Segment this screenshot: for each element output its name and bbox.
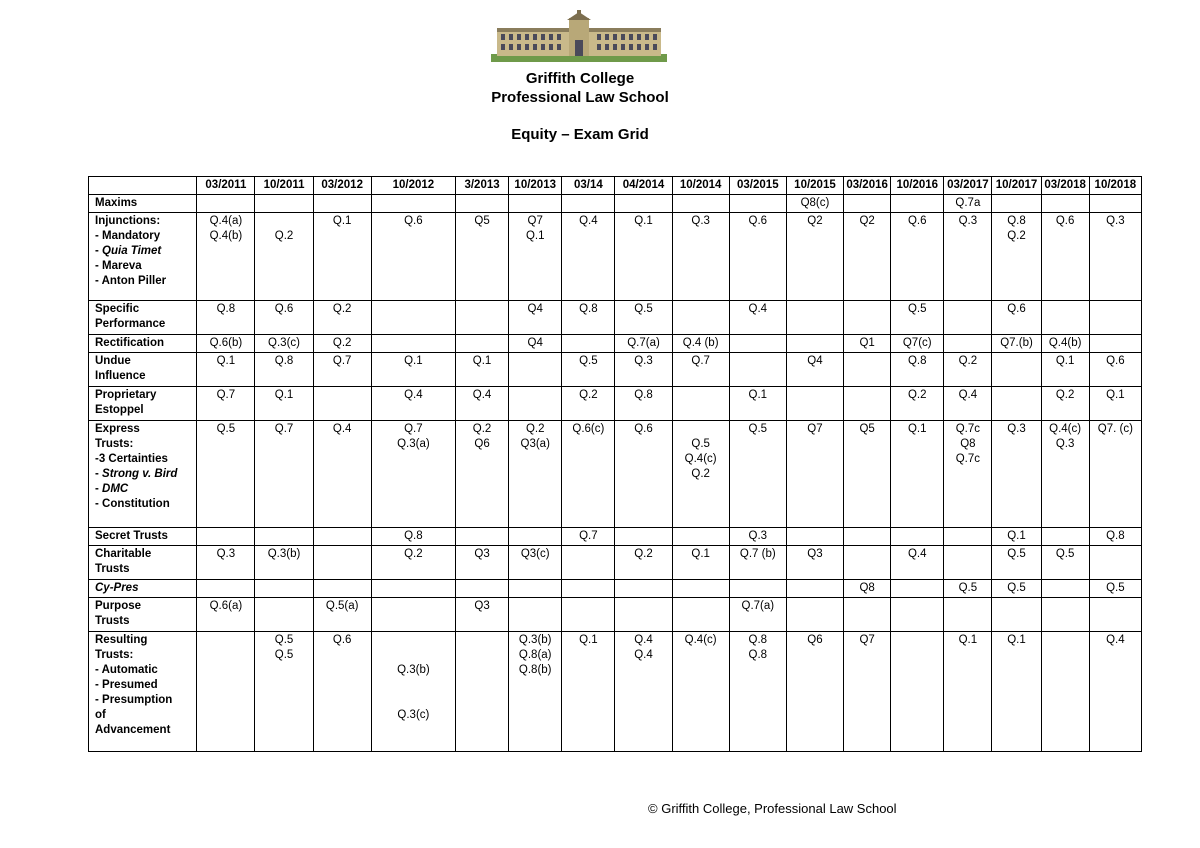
question-cell (944, 301, 992, 335)
question-cell: Q.7a (944, 195, 992, 213)
question-cell: Q.6 (1041, 213, 1089, 301)
question-cell (615, 580, 672, 598)
question-cell: Q.5 (729, 421, 786, 528)
exam-date-column-header: 03/2011 (197, 177, 255, 195)
question-cell (371, 598, 455, 632)
question-cell: Q.2 (891, 387, 944, 421)
question-cell (1089, 195, 1141, 213)
question-cell: Q3 (786, 546, 843, 580)
question-cell: Q.6 (891, 213, 944, 301)
copyright-symbol: © (648, 801, 658, 816)
exam-date-column-header: 03/2012 (313, 177, 371, 195)
question-cell (891, 632, 944, 752)
question-cell: Q.4 (944, 387, 992, 421)
college-building-logo-icon (489, 10, 669, 64)
question-cell (615, 598, 672, 632)
question-cell: Q.1 (891, 421, 944, 528)
question-cell: Q.4 (729, 301, 786, 335)
question-cell: Q4 (509, 335, 562, 353)
question-cell: Q.7 (255, 421, 313, 528)
question-cell (992, 598, 1041, 632)
question-cell: Q.5 (1041, 546, 1089, 580)
question-cell: Q.8 Q.8 (729, 632, 786, 752)
question-cell: Q.5 Q.4(c) Q.2 (672, 421, 729, 528)
question-cell: Q.7c Q8 Q.7c (944, 421, 992, 528)
table-row (89, 387, 1142, 421)
question-cell (992, 387, 1041, 421)
question-cell: Q.8 (562, 301, 615, 335)
question-cell: Q.2 (371, 546, 455, 580)
question-cell (992, 195, 1041, 213)
question-cell (371, 301, 455, 335)
question-cell: Q.4 (891, 546, 944, 580)
question-cell: Q.1 (1041, 353, 1089, 387)
question-cell: Q.1 (615, 213, 672, 301)
question-cell (456, 301, 509, 335)
topic-label: Maxims (89, 195, 197, 213)
question-cell (672, 387, 729, 421)
table-row (89, 632, 1142, 752)
question-cell: Q.4(b) (1041, 335, 1089, 353)
question-cell: Q.2 (615, 546, 672, 580)
question-cell (509, 528, 562, 546)
question-cell: Q7.(b) (992, 335, 1041, 353)
topic-column-header (89, 177, 197, 195)
question-cell (672, 580, 729, 598)
question-cell: Q.3 (1089, 213, 1141, 301)
question-cell (509, 353, 562, 387)
topic-label: Rectification (89, 335, 197, 353)
exam-date-column-header: 03/2015 (729, 177, 786, 195)
question-cell: Q.7 (672, 353, 729, 387)
question-cell (944, 546, 992, 580)
question-cell: Q7 (844, 632, 891, 752)
question-cell: Q.6(c) (562, 421, 615, 528)
question-cell: Q.8 (255, 353, 313, 387)
question-cell: Q2 (844, 213, 891, 301)
question-cell (944, 528, 992, 546)
copyright-footer (648, 801, 897, 816)
question-cell: Q.6 (729, 213, 786, 301)
question-cell: Q.1 (729, 387, 786, 421)
topic-label: Purpose Trusts (89, 598, 197, 632)
question-cell (1089, 301, 1141, 335)
question-cell: Q7. (c) (1089, 421, 1141, 528)
question-cell: Q.1 (255, 387, 313, 421)
question-cell (786, 528, 843, 546)
topic-label: Secret Trusts (89, 528, 197, 546)
question-cell (1041, 195, 1089, 213)
question-cell (562, 195, 615, 213)
question-cell: Q.1 (1089, 387, 1141, 421)
question-cell (844, 598, 891, 632)
question-cell: Q7 (786, 421, 843, 528)
question-cell (672, 528, 729, 546)
question-cell (371, 580, 455, 598)
question-cell (313, 546, 371, 580)
question-cell: Q.5(a) (313, 598, 371, 632)
question-cell: Q.6 (615, 421, 672, 528)
question-cell: Q.7(a) (729, 598, 786, 632)
question-cell (944, 335, 992, 353)
question-cell (729, 335, 786, 353)
exam-date-column-header: 10/2015 (786, 177, 843, 195)
question-cell: Q.6 (1089, 353, 1141, 387)
table-row (89, 546, 1142, 580)
question-cell: Q.4(c) Q.3 (1041, 421, 1089, 528)
exam-date-column-header: 10/2016 (891, 177, 944, 195)
question-cell: Q.5 Q.5 (255, 632, 313, 752)
question-cell (456, 580, 509, 598)
question-cell: Q5 (844, 421, 891, 528)
question-cell: Q.1 (456, 353, 509, 387)
question-cell: Q.8 (371, 528, 455, 546)
question-cell: Q7(c) (891, 335, 944, 353)
question-cell: Q.4 (456, 387, 509, 421)
question-cell: Q.2 Q6 (456, 421, 509, 528)
question-cell (944, 598, 992, 632)
question-cell: Q.5 (615, 301, 672, 335)
question-cell: Q6 (786, 632, 843, 752)
question-cell: Q.7 (313, 353, 371, 387)
question-cell: Q.8 (1089, 528, 1141, 546)
question-cell (844, 353, 891, 387)
question-cell (729, 353, 786, 387)
question-cell (509, 598, 562, 632)
question-cell: Q.5 (992, 546, 1041, 580)
question-cell: Q.3(b) (255, 546, 313, 580)
document-title: Equity – Exam Grid (511, 126, 649, 143)
question-cell (615, 528, 672, 546)
question-cell (672, 195, 729, 213)
question-cell (562, 580, 615, 598)
question-cell (672, 301, 729, 335)
question-cell (615, 195, 672, 213)
question-cell: Q.5 (992, 580, 1041, 598)
question-cell: Q.1 (313, 213, 371, 301)
question-cell: Q.2 (944, 353, 992, 387)
question-cell (844, 528, 891, 546)
question-cell: Q.2 (1041, 387, 1089, 421)
question-cell (729, 580, 786, 598)
question-cell (891, 195, 944, 213)
question-cell: Q3(c) (509, 546, 562, 580)
question-cell: Q.1 (944, 632, 992, 752)
question-cell: Q.2 (562, 387, 615, 421)
question-cell: Q.6 (992, 301, 1041, 335)
question-cell: Q.7 (562, 528, 615, 546)
question-cell: Q.4(a) Q.4(b) (197, 213, 255, 301)
question-cell: Q.1 (197, 353, 255, 387)
exam-date-column-header: 10/2014 (672, 177, 729, 195)
school-name: Professional Law School (491, 89, 669, 106)
exam-date-column-header: 10/2017 (992, 177, 1041, 195)
question-cell: Q.2 (313, 301, 371, 335)
question-cell: Q.2 (313, 335, 371, 353)
question-cell (255, 195, 313, 213)
question-cell (992, 353, 1041, 387)
topic-label: Specific Performance (89, 301, 197, 335)
topic-label: Express Trusts: -3 Certainties - Strong v. Bird - DMC - Constitution (89, 421, 197, 528)
question-cell (197, 632, 255, 752)
header-row (89, 177, 1142, 195)
question-cell: Q.3 (615, 353, 672, 387)
question-cell (562, 546, 615, 580)
question-cell: Q4 (509, 301, 562, 335)
question-cell: Q.5 (562, 353, 615, 387)
question-cell: Q.1 (562, 632, 615, 752)
question-cell: Q.4 (313, 421, 371, 528)
question-cell (786, 598, 843, 632)
question-cell (1041, 598, 1089, 632)
question-cell (313, 195, 371, 213)
copyright-text: Griffith College, Professional Law School (661, 801, 897, 816)
question-cell: Q.4 Q.4 (615, 632, 672, 752)
question-cell (891, 580, 944, 598)
question-cell (456, 528, 509, 546)
question-cell: Q.6 (255, 301, 313, 335)
question-cell (371, 195, 455, 213)
question-cell (313, 528, 371, 546)
question-cell (891, 598, 944, 632)
question-cell: Q.1 (992, 632, 1041, 752)
table-row (89, 195, 1142, 213)
table-row (89, 598, 1142, 632)
question-cell: Q.3(c) (255, 335, 313, 353)
question-cell (456, 195, 509, 213)
question-cell: Q.3 (197, 546, 255, 580)
question-cell (1089, 598, 1141, 632)
question-cell (456, 335, 509, 353)
question-cell (456, 632, 509, 752)
question-cell: Q.1 (672, 546, 729, 580)
question-cell (786, 387, 843, 421)
question-cell (1089, 335, 1141, 353)
question-cell (844, 387, 891, 421)
question-cell (729, 195, 786, 213)
question-cell: Q.4 (562, 213, 615, 301)
question-cell: Q.8 (615, 387, 672, 421)
question-cell: Q.3 (672, 213, 729, 301)
exam-date-column-header: 10/2013 (509, 177, 562, 195)
exam-date-column-header: 3/2013 (456, 177, 509, 195)
question-cell: Q1 (844, 335, 891, 353)
question-cell: Q2 (786, 213, 843, 301)
question-cell: Q.4(c) (672, 632, 729, 752)
question-cell: Q.1 (992, 528, 1041, 546)
question-cell (844, 195, 891, 213)
question-cell (509, 387, 562, 421)
question-cell: Q.7 Q.3(a) (371, 421, 455, 528)
exam-date-column-header: 03/2017 (944, 177, 992, 195)
table-row (89, 353, 1142, 387)
question-cell: Q.4 (1089, 632, 1141, 752)
question-cell (313, 387, 371, 421)
question-cell (197, 195, 255, 213)
exam-grid-table (88, 176, 1142, 752)
question-cell: Q.3 (729, 528, 786, 546)
question-cell: Q.5 (891, 301, 944, 335)
question-cell (509, 580, 562, 598)
question-cell (786, 580, 843, 598)
question-cell: Q5 (456, 213, 509, 301)
question-cell: Q.3 (992, 421, 1041, 528)
question-cell: Q.5 (197, 421, 255, 528)
question-cell: Q.7(a) (615, 335, 672, 353)
question-cell: Q.6(b) (197, 335, 255, 353)
question-cell: Q.6(a) (197, 598, 255, 632)
exam-date-column-header: 10/2018 (1089, 177, 1141, 195)
question-cell (255, 598, 313, 632)
topic-label: Proprietary Estoppel (89, 387, 197, 421)
table-row (89, 528, 1142, 546)
exam-date-column-header: 03/14 (562, 177, 615, 195)
question-cell: Q.3 (944, 213, 992, 301)
question-cell (1041, 632, 1089, 752)
exam-date-column-header: 03/2018 (1041, 177, 1089, 195)
question-cell: Q.1 (371, 353, 455, 387)
question-cell: Q3 (456, 546, 509, 580)
question-cell (1089, 546, 1141, 580)
table-row (89, 335, 1142, 353)
question-cell: Q8 (844, 580, 891, 598)
question-cell: Q.6 (371, 213, 455, 301)
question-cell: Q.5 (1089, 580, 1141, 598)
question-cell: Q7 Q.1 (509, 213, 562, 301)
question-cell (509, 195, 562, 213)
question-cell (562, 335, 615, 353)
question-cell (562, 598, 615, 632)
topic-label: Injunctions: - Mandatory - Quia Timet - Mareva - Anton Piller (89, 213, 197, 301)
question-cell (371, 335, 455, 353)
question-cell: Q.4 (371, 387, 455, 421)
question-cell: Q.7 (b) (729, 546, 786, 580)
question-cell: Q.5 (944, 580, 992, 598)
question-cell (255, 528, 313, 546)
question-cell (844, 301, 891, 335)
question-cell (197, 580, 255, 598)
topic-label: Charitable Trusts (89, 546, 197, 580)
question-cell: Q.2 Q3(a) (509, 421, 562, 528)
exam-date-column-header: 10/2012 (371, 177, 455, 195)
question-cell (197, 528, 255, 546)
question-cell: Q.6 (313, 632, 371, 752)
question-cell (786, 301, 843, 335)
table-row (89, 421, 1142, 528)
table-row (89, 213, 1142, 301)
table-row (89, 301, 1142, 335)
question-cell: Q.2 (255, 213, 313, 301)
institution-name: Griffith College (525, 70, 635, 87)
question-cell (891, 528, 944, 546)
question-cell: Q8(c) (786, 195, 843, 213)
exam-date-column-header: 03/2016 (844, 177, 891, 195)
question-cell: Q4 (786, 353, 843, 387)
topic-label: Cy-Pres (89, 580, 197, 598)
exam-date-column-header: 10/2011 (255, 177, 313, 195)
question-cell (313, 580, 371, 598)
exam-date-column-header: 04/2014 (615, 177, 672, 195)
question-cell: Q.8 (197, 301, 255, 335)
question-cell (1041, 580, 1089, 598)
question-cell: Q3 (456, 598, 509, 632)
table-row (89, 580, 1142, 598)
question-cell (844, 546, 891, 580)
question-cell (786, 335, 843, 353)
question-cell: Q.7 (197, 387, 255, 421)
topic-label: Resulting Trusts: - Automatic - Presumed - Presumption of Advancement (89, 632, 197, 752)
question-cell (672, 598, 729, 632)
question-cell: Q.8 (891, 353, 944, 387)
question-cell: Q.3(b) Q.3(c) (371, 632, 455, 752)
question-cell: Q.8 Q.2 (992, 213, 1041, 301)
question-cell: Q.4 (b) (672, 335, 729, 353)
question-cell: Q.3(b) Q.8(a) Q.8(b) (509, 632, 562, 752)
topic-label: Undue Influence (89, 353, 197, 387)
question-cell (1041, 528, 1089, 546)
question-cell (1041, 301, 1089, 335)
question-cell (255, 580, 313, 598)
